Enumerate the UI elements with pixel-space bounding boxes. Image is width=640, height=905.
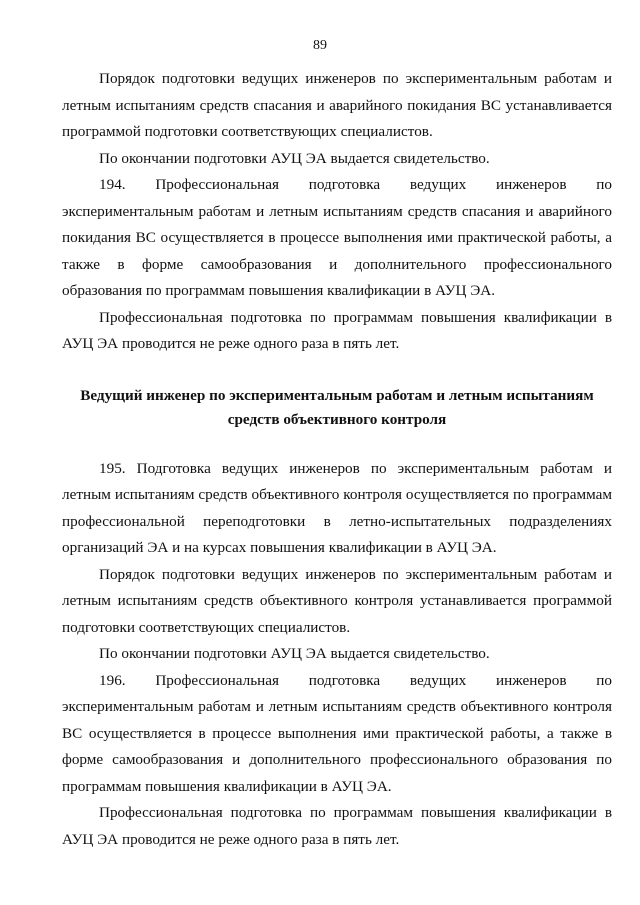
paragraph-item-194: 194. Профессиональная подготовка ведущих инженеров по экспериментальным работам и летным испытаниям средств спасания и аварийного покидания ВС осуществляется в процессе выполнения ими практической работы, а также в форме самообразования и дополнительного профессионального образования по программам повышения квалификации в АУЦ ЭА. [62,176,612,299]
paragraph-item-196: 196. Профессиональная подготовка ведущих инженеров по экспериментальным работам и летным испытаниям средств объективного контроля ВС осуществляется в процессе выполнения ими практической работы, а также в форме самообразования и дополнительного профессионального образования по программам повышения квалификации в АУЦ ЭА. [62,671,612,795]
paragraph-certificate-issue: По окончании подготовки АУЦ ЭА выдается свидетельство. [99,645,490,662]
section-heading: Ведущий инженер по экспериментальным работам и летным испытаниям средств объективного контроля [80,386,594,428]
paragraph-training-procedure-control: Порядок подготовки ведущих инженеров по экспериментальным работам и летным испытаниям средств объективного контроля устанавливается программой подготовки соответствующих специалистов. [62,565,612,636]
paragraph-item-195: 195. Подготовка ведущих инженеров по экспериментальным работам и летным испытаниям средств объективного контроля осуществляется по программам профессиональной переподготовки в летно-испытательных подразделениях организаций ЭА и на курсах повышения квалификации в АУЦ ЭА. [62,459,612,556]
paragraph-qualification-frequency: Профессиональная подготовка по программам повышения квалификации в АУЦ ЭА проводится не реже одного раза в пять лет. [62,308,612,352]
document-body [62,66,612,853]
page-number: 89 [313,38,327,53]
paragraph-certificate-issue: По окончании подготовки АУЦ ЭА выдается свидетельство. [99,149,490,167]
paragraph-training-procedure-rescue: Порядок подготовки ведущих инженеров по экспериментальным работам и летным испытаниям средств спасания и аварийного покидания ВС устанавливается программой подготовки соответствующих специалистов. [62,70,612,140]
paragraph-qualification-frequency: Профессиональная подготовка по программам повышения квалификации в АУЦ ЭА проводится не реже одного раза в пять лет. [62,804,612,848]
